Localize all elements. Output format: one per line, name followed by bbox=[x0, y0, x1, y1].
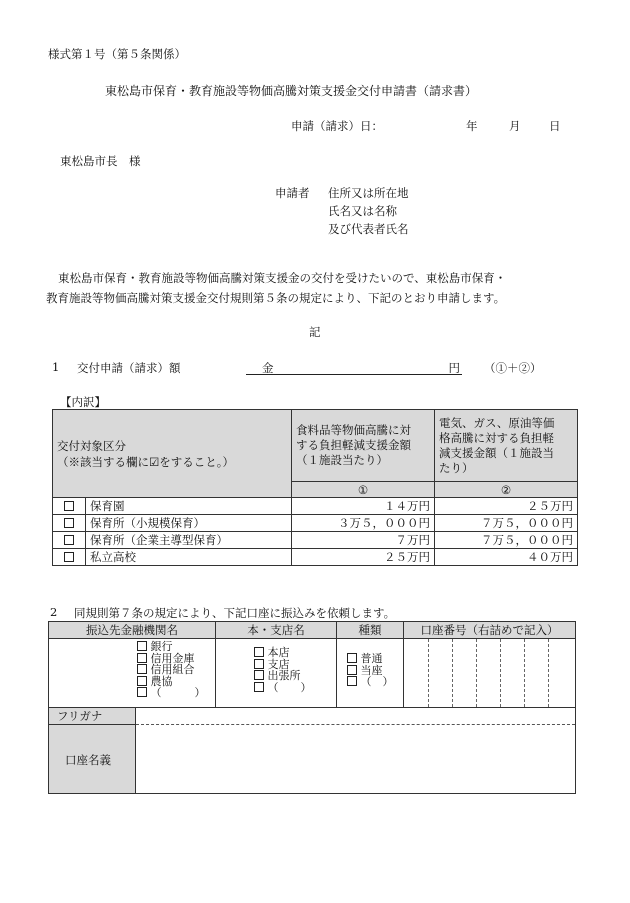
breakdown-table bbox=[52, 409, 578, 566]
type-option[interactable]: 普通 bbox=[347, 653, 403, 665]
type-options bbox=[337, 639, 404, 708]
col2-header: 電気、ガス、原油等価 格高騰に対する負担軽 減支援金額（１施設当 たり） bbox=[435, 410, 578, 482]
breakdown-label: 【内訳】 bbox=[60, 395, 106, 409]
bank-option[interactable]: 信用金庫 bbox=[137, 653, 215, 665]
table-row bbox=[53, 532, 578, 549]
form-number: 様式第１号（第５条関係） bbox=[48, 47, 186, 61]
applicant-representative[interactable]: 及び代表者氏名 bbox=[328, 222, 409, 236]
furigana-label: フリガナ bbox=[49, 708, 136, 725]
account-name-input[interactable] bbox=[136, 725, 575, 793]
date-label: 申請（請求）日： bbox=[291, 119, 383, 133]
row-checkbox[interactable] bbox=[53, 515, 86, 532]
account-number-header: 口座番号（右詰めで記入） bbox=[404, 622, 575, 639]
row-col2: ２５万円 bbox=[435, 498, 578, 515]
kin-label: 金 bbox=[262, 361, 274, 375]
bank-option[interactable]: 農協 bbox=[137, 676, 215, 688]
section1-number: 1 bbox=[52, 360, 60, 374]
row-col2: ７万５，０００円 bbox=[435, 515, 578, 532]
row-col1: ７万円 bbox=[292, 532, 435, 549]
date-month[interactable]: 月 bbox=[509, 119, 521, 133]
row-name: 私立高校 bbox=[86, 549, 292, 566]
row-checkbox[interactable] bbox=[53, 532, 86, 549]
bank-table bbox=[48, 621, 576, 794]
row-checkbox[interactable] bbox=[53, 549, 86, 566]
applicant-name[interactable]: 氏名又は名称 bbox=[328, 204, 397, 218]
col2-mark: ② bbox=[435, 482, 578, 498]
type-option[interactable]: （ ） bbox=[347, 676, 403, 688]
date-day[interactable]: 日 bbox=[549, 119, 561, 133]
branch-option[interactable]: 支店 bbox=[254, 659, 336, 671]
branch-option[interactable]: （ ） bbox=[254, 682, 336, 694]
addressee: 東松島市長 様 bbox=[60, 154, 141, 168]
row-col1: ２５万円 bbox=[292, 549, 435, 566]
body-text-line1: 東松島市保育・教育施設等物価高騰対策支援金の交付を受けたいので、東松島市保育・ bbox=[58, 271, 507, 285]
table-row bbox=[53, 515, 578, 532]
row-col2: ４０万円 bbox=[435, 549, 578, 566]
branch-options bbox=[216, 639, 337, 708]
page-title: 東松島市保育・教育施設等物価高騰対策支援金交付申請書（請求書） bbox=[105, 84, 478, 98]
category-header: 交付対象区分 （※該当する欄に☑をすること。） bbox=[53, 410, 292, 498]
row-name: 保育所（企業主導型保育） bbox=[86, 532, 292, 549]
bank-options bbox=[49, 639, 216, 708]
date-year[interactable]: 年 bbox=[466, 119, 478, 133]
section2-text: 同規則第７条の規定により、下記口座に振込みを依頼します。 bbox=[74, 606, 396, 620]
account-number-field[interactable] bbox=[404, 639, 575, 708]
bank-header: 振込先金融機関名 bbox=[49, 622, 216, 639]
applicant-label: 申請者 bbox=[275, 186, 310, 200]
account-name-label: 口座名義 bbox=[49, 725, 136, 793]
branch-option[interactable]: 本店 bbox=[254, 647, 336, 659]
section1-label: 交付申請（請求）額 bbox=[77, 361, 181, 375]
type-option[interactable]: 当座 bbox=[347, 665, 403, 677]
table-row bbox=[53, 498, 578, 515]
branch-option[interactable]: 出張所 bbox=[254, 670, 336, 682]
bank-option[interactable]: 信用組合 bbox=[137, 664, 215, 676]
section2-number: 2 bbox=[50, 605, 58, 619]
furigana-input[interactable] bbox=[136, 708, 575, 725]
row-col2: ７万５，０００円 bbox=[435, 532, 578, 549]
row-name: 保育所（小規模保育） bbox=[86, 515, 292, 532]
amount-field[interactable] bbox=[246, 358, 462, 375]
body-text-line2: 教育施設等物価高騰対策支援金交付規則第５条の規定により、下記のとおり申請します。 bbox=[46, 291, 506, 305]
bank-option[interactable]: 銀行 bbox=[137, 641, 215, 653]
row-name: 保育園 bbox=[86, 498, 292, 515]
branch-header: 本・支店名 bbox=[216, 622, 337, 639]
row-checkbox[interactable] bbox=[53, 498, 86, 515]
row-col1: １４万円 bbox=[292, 498, 435, 515]
date-line bbox=[291, 118, 383, 134]
yen-label: 円 bbox=[448, 361, 460, 375]
amount-formula: （①＋②） bbox=[484, 361, 542, 375]
bank-option[interactable]: （ ） bbox=[137, 687, 215, 699]
col1-header: 食料品等物価高騰に対 する負担軽減支援金額 （１施設当たり） bbox=[292, 410, 435, 482]
table-row bbox=[53, 549, 578, 566]
type-header: 種類 bbox=[337, 622, 404, 639]
ki-heading: 記 bbox=[309, 325, 321, 339]
applicant-address[interactable]: 住所又は所在地 bbox=[328, 186, 409, 200]
col1-mark: ① bbox=[292, 482, 435, 498]
row-col1: ３万５，０００円 bbox=[292, 515, 435, 532]
